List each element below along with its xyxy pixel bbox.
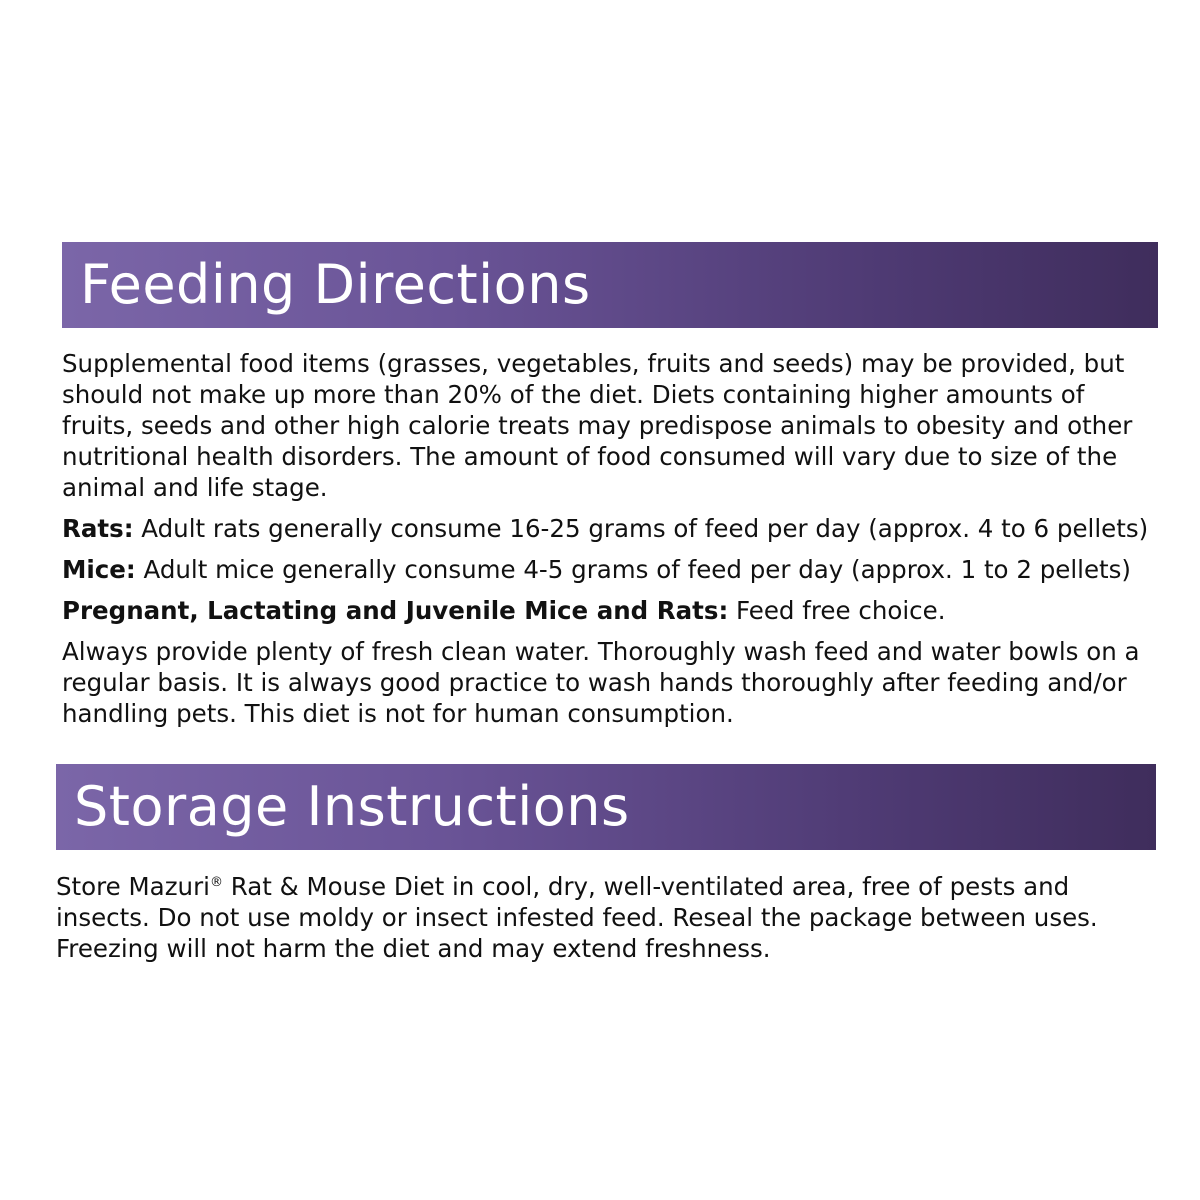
feeding-intro-paragraph: Supplemental food items (grasses, vegetables, fruits and seeds) may be provided, but should not make up more than 20% of the diet. Diets containing higher amounts of fruits, seeds and other high calorie treats may predispose animals to obesity and other nutritional health disorders. The amount of food consumed will vary due to size of the animal and life stage.: [62, 349, 1133, 502]
mice-label: Mice:: [62, 555, 136, 584]
feeding-directions-body: [62, 348, 1158, 729]
registered-mark: ®: [209, 875, 223, 890]
rats-text: Adult rats generally consume 16-25 grams of feed per day (approx. 4 to 6 pellets): [133, 514, 1149, 543]
feeding-directions-title: Feeding Directions: [80, 253, 591, 316]
pregnant-label: Pregnant, Lactating and Juvenile Mice and Rats:: [62, 596, 729, 625]
rats-paragraph: [62, 513, 1158, 544]
rats-label: Rats:: [62, 514, 134, 543]
storage-instructions-title: Storage Instructions: [74, 775, 630, 838]
storage-text-after: Rat & Mouse Diet in cool, dry, well-ventilated area, free of pests and insects. Do not use moldy or insect infested feed. Reseal the package between uses. Freezing will not harm the diet and may extend freshness.: [56, 872, 1098, 963]
mice-text: Adult mice generally consume 4-5 grams of feed per day (approx. 1 to 2 pellets): [135, 555, 1131, 584]
storage-paragraph: [56, 871, 1156, 964]
mice-paragraph: [62, 554, 1158, 585]
storage-instructions-banner: [56, 764, 1156, 850]
storage-instructions-body: [56, 871, 1156, 964]
pregnant-paragraph: [62, 595, 1158, 626]
storage-text-before: Store Mazuri: [56, 872, 210, 901]
feeding-directions-banner: [62, 242, 1158, 328]
pregnant-text: Feed free choice.: [728, 596, 946, 625]
water-paragraph: Always provide plenty of fresh clean water. Thoroughly wash feed and water bowls on a regular basis. It is always good practice to wash hands thoroughly after feeding and/or handling pets. This diet is not for human consumption.: [62, 637, 1140, 728]
